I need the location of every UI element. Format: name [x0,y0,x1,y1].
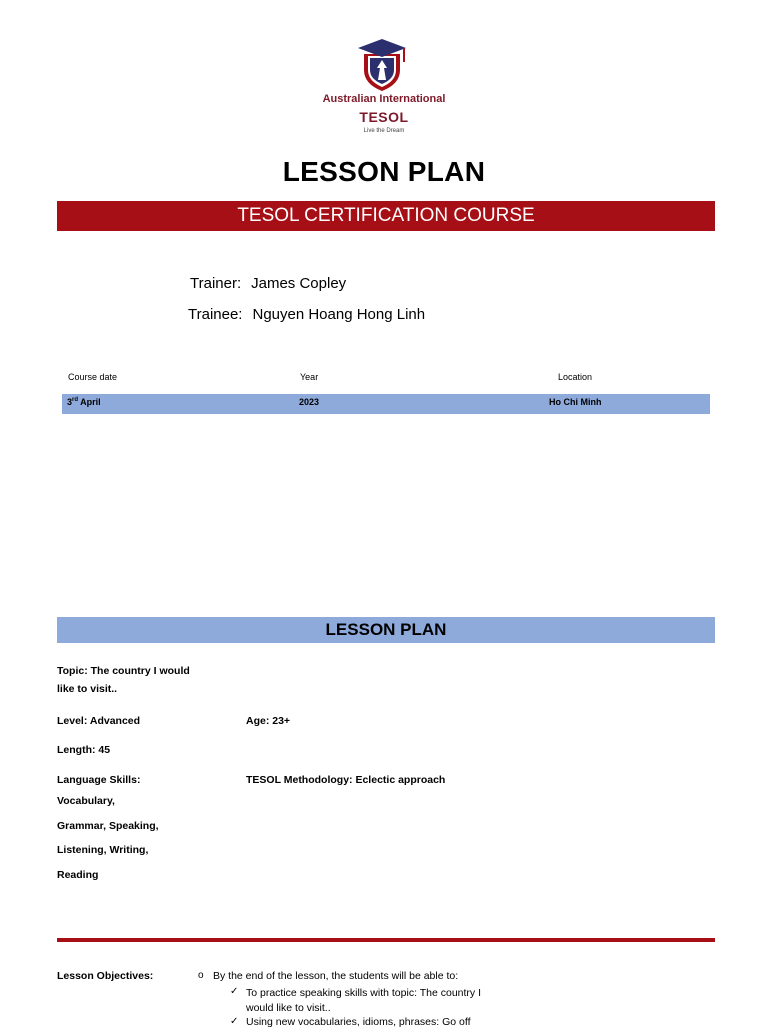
tesol-logo-icon [356,36,408,92]
date-suffix: rd [72,397,79,403]
date-month: April [78,397,101,407]
trainee-row [188,306,425,323]
length-field: Length: 45 [57,744,111,756]
skills-values [57,789,217,887]
methodology-field: TESOL Methodology: Eclectic approach [246,774,446,786]
brand-tagline: Live the Dream [363,128,405,134]
cell-location: Ho Chi Minh [549,397,602,407]
trainer-row [190,275,346,292]
age-field: Age: 23+ [246,715,291,727]
section-divider [57,938,715,942]
checkmark-icon: ✓ [230,1016,239,1027]
header-location: Location [558,372,593,382]
header-course-date: Course date [68,372,118,382]
cell-course-date [67,397,101,407]
skill-item: Grammar, Speaking, [57,819,159,832]
objectives-label: Lesson Objectives: [57,970,154,982]
checkmark-icon: ✓ [230,986,239,997]
course-info-row [62,394,710,414]
date-day: 3 [67,397,73,407]
level-field: Level: Advanced [57,715,141,727]
skill-item: Listening, Writing, [57,844,149,856]
cell-year: 2023 [299,397,320,407]
objective-item: Using new vocabularies, idioms, phrases: Go off [246,1016,471,1028]
skill-item: Reading [57,868,99,881]
objective-item: To practice speaking skills with topic: The country I would like to visit.. [246,987,481,1014]
trainer-name: James Copley [251,275,347,292]
trainee-label: Trainee: [188,306,243,323]
document-title: LESSON PLAN [282,156,486,187]
brand-tesol: TESOL [359,109,409,125]
header-year: Year [300,372,319,382]
brand-name: Australian International [322,93,446,105]
skill-item: Vocabulary, [57,795,115,807]
skills-label: Language Skills: [57,774,141,786]
course-banner: TESOL CERTIFICATION COURSE [57,201,715,231]
lesson-plan-banner: LESSON PLAN [57,617,715,643]
objectives-intro: By the end of the lesson, the students will be able to: [213,970,459,982]
trainee-name: Nguyen Hoang Hong Linh [252,306,426,323]
circle-bullet-icon: o [198,970,204,981]
topic-field: Topic: The country I would like to visit.. [57,665,190,695]
trainer-label: Trainer: [190,275,242,292]
